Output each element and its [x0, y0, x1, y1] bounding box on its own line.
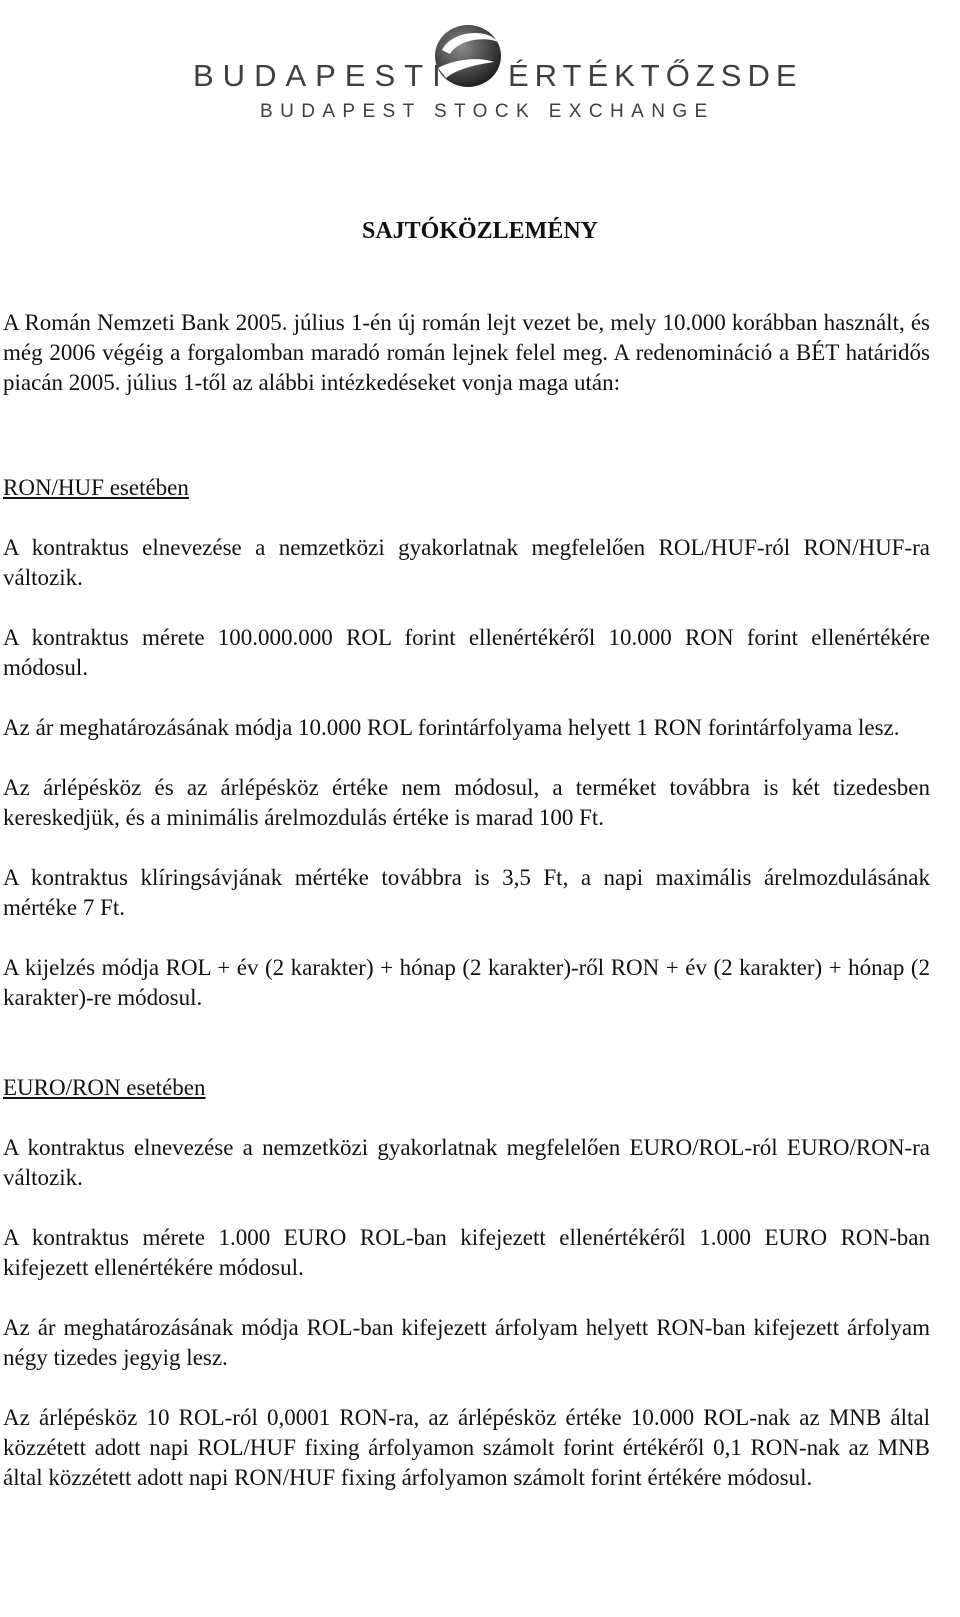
- section-heading-ron-huf: RON/HUF esetében: [3, 475, 189, 500]
- ron-huf-paragraph-3: Az ár meghatározásának módja 10.000 ROL forintárfolyama helyett 1 RON forintárfolyama lesz.: [3, 715, 900, 740]
- euro-ron-paragraph-1: A kontraktus elnevezése a nemzetközi gyakorlatnak megfelelően EURO/ROL-ról EURO/RON-ra változik.: [3, 1135, 930, 1190]
- logo-subtitle: BUDAPEST STOCK EXCHANGE: [260, 101, 715, 122]
- ron-huf-paragraph-4: Az árlépésköz és az árlépésköz értéke nem módosul, a terméket továbbra is két tizedesben kereskedjük, és a minimális árelmozdulás értéke is marad 100 Ft.: [3, 775, 930, 830]
- press-release-body: [3, 308, 930, 1523]
- euro-ron-paragraph-2: A kontraktus mérete 1.000 EURO ROL-ban kifejezett ellenértékéről 1.000 EURO RON-ban kifejezett ellenértékére módosul.: [3, 1225, 930, 1280]
- ron-huf-paragraph-6: A kijelzés módja ROL + év (2 karakter) + hónap (2 karakter)-ről RON + év (2 karakter) + hónap (2 karakter)-re módosul.: [3, 955, 930, 1010]
- intro-paragraph: A Román Nemzeti Bank 2005. július 1-én új román lejt vezet be, mely 10.000 korábban használt, és még 2006 végéig a forgalomban maradó román lejnek felel meg. A redenomináció a BÉT határidős piacán 2005. július 1-től az alábbi intézkedéseket vonja maga után:: [3, 310, 930, 395]
- euro-ron-paragraph-3: Az ár meghatározásának módja ROL-ban kifejezett árfolyam helyett RON-ban kifejezett árfolyam négy tizedes jegyig lesz.: [3, 1315, 930, 1370]
- logo-wordmark-left: BUDAPESTI: [193, 58, 450, 93]
- ron-huf-paragraph-1: A kontraktus elnevezése a nemzetközi gyakorlatnak megfelelően ROL/HUF-ról RON/HUF-ra változik.: [3, 535, 930, 590]
- bse-logo: [0, 0, 960, 150]
- euro-ron-paragraph-4: Az árlépésköz 10 ROL-ról 0,0001 RON-ra, az árlépésköz értéke 10.000 ROL-nak az MNB által közzétett adott napi ROL/HUF fixing árfolyamon számolt forint értékéről 0,1 RON-nak az MNB által közzétett adott napi RON/HUF fixing árfolyamon számolt forint értékére módosul.: [3, 1405, 930, 1490]
- logo-wordmark-right: ÉRTÉKTŐZSDE: [508, 58, 803, 93]
- page-title: SAJTÓKÖZLEMÉNY: [361, 218, 599, 244]
- section-heading-euro-ron: EURO/RON esetében: [3, 1075, 206, 1100]
- ron-huf-paragraph-2: A kontraktus mérete 100.000.000 ROL forint ellenértékéről 10.000 RON forint ellenértékére módosul.: [3, 625, 930, 680]
- ron-huf-paragraph-5: A kontraktus klíringsávjának mértéke továbbra is 3,5 Ft, a napi maximális árelmozdulásának mértéke 7 Ft.: [3, 865, 930, 920]
